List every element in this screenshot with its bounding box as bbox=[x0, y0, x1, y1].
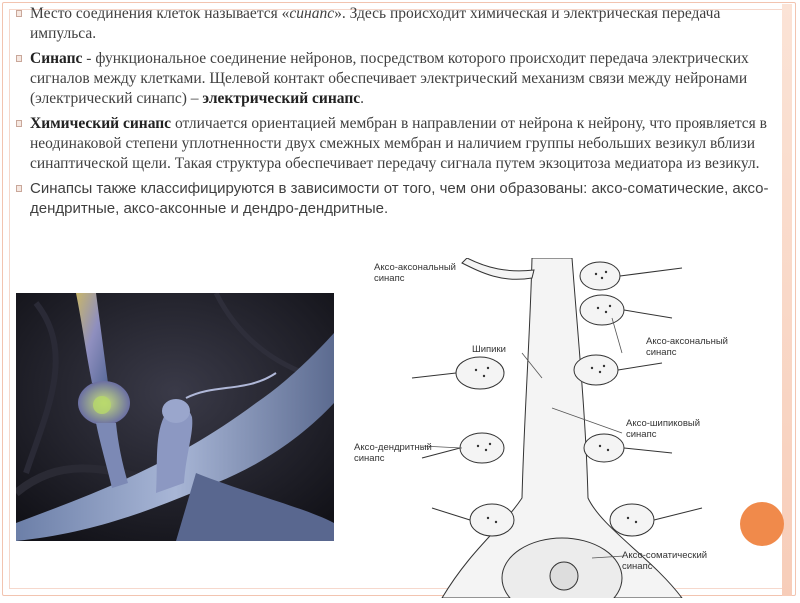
paragraph-4: Синапсы также классифицируются в зависимости от того, чем они образованы: аксо-соматические, аксо-дендритные, аксо-аксонные и дендро-дендритные. bbox=[16, 179, 774, 219]
label-spines: Шипики bbox=[472, 344, 506, 355]
label-axo-spine: Аксо-шипиковый синапс bbox=[626, 418, 701, 440]
synapse-types-diagram bbox=[352, 258, 772, 598]
synapse-3d-image bbox=[16, 293, 334, 541]
bullet-icon bbox=[16, 185, 22, 192]
bullet-icon bbox=[16, 10, 22, 17]
accent-bar bbox=[782, 4, 792, 596]
bullet-icon bbox=[16, 55, 22, 62]
paragraph-3: Химический синапс отличается ориентацией мембран в направлении от нейрона к нейрону, что проявляется в неодинаковой степени уплотненности двух смежных мембран и наличием группы небольших везикул вблизи синаптической щели. Такая структура обеспечивает передачу сигнала путем экзоцитоза медиатора из везикул. bbox=[16, 114, 774, 174]
paragraph-2: Синапс - функциональное соединение нейронов, посредством которого происходит передача электрических сигналов между клетками. Щелевой контакт обеспечивает электрический механизм связи между нейронами (электрический синапс) – электрический синапс. bbox=[16, 49, 774, 109]
label-axo-dendritic: Аксо-дендритный синапс bbox=[354, 442, 432, 464]
label-axo-axonal-top: Аксо-аксональный синапс bbox=[374, 262, 456, 284]
slide-text bbox=[16, 4, 774, 224]
label-axo-axonal-right: Аксо-аксональный синапс bbox=[646, 336, 728, 358]
paragraph-1: Место соединения клеток называется «синапс». Здесь происходит химическая и электрическая передача импульса. bbox=[16, 4, 774, 44]
label-axo-somatic: Аксо-соматический синапс bbox=[622, 550, 708, 572]
bullet-icon bbox=[16, 120, 22, 127]
